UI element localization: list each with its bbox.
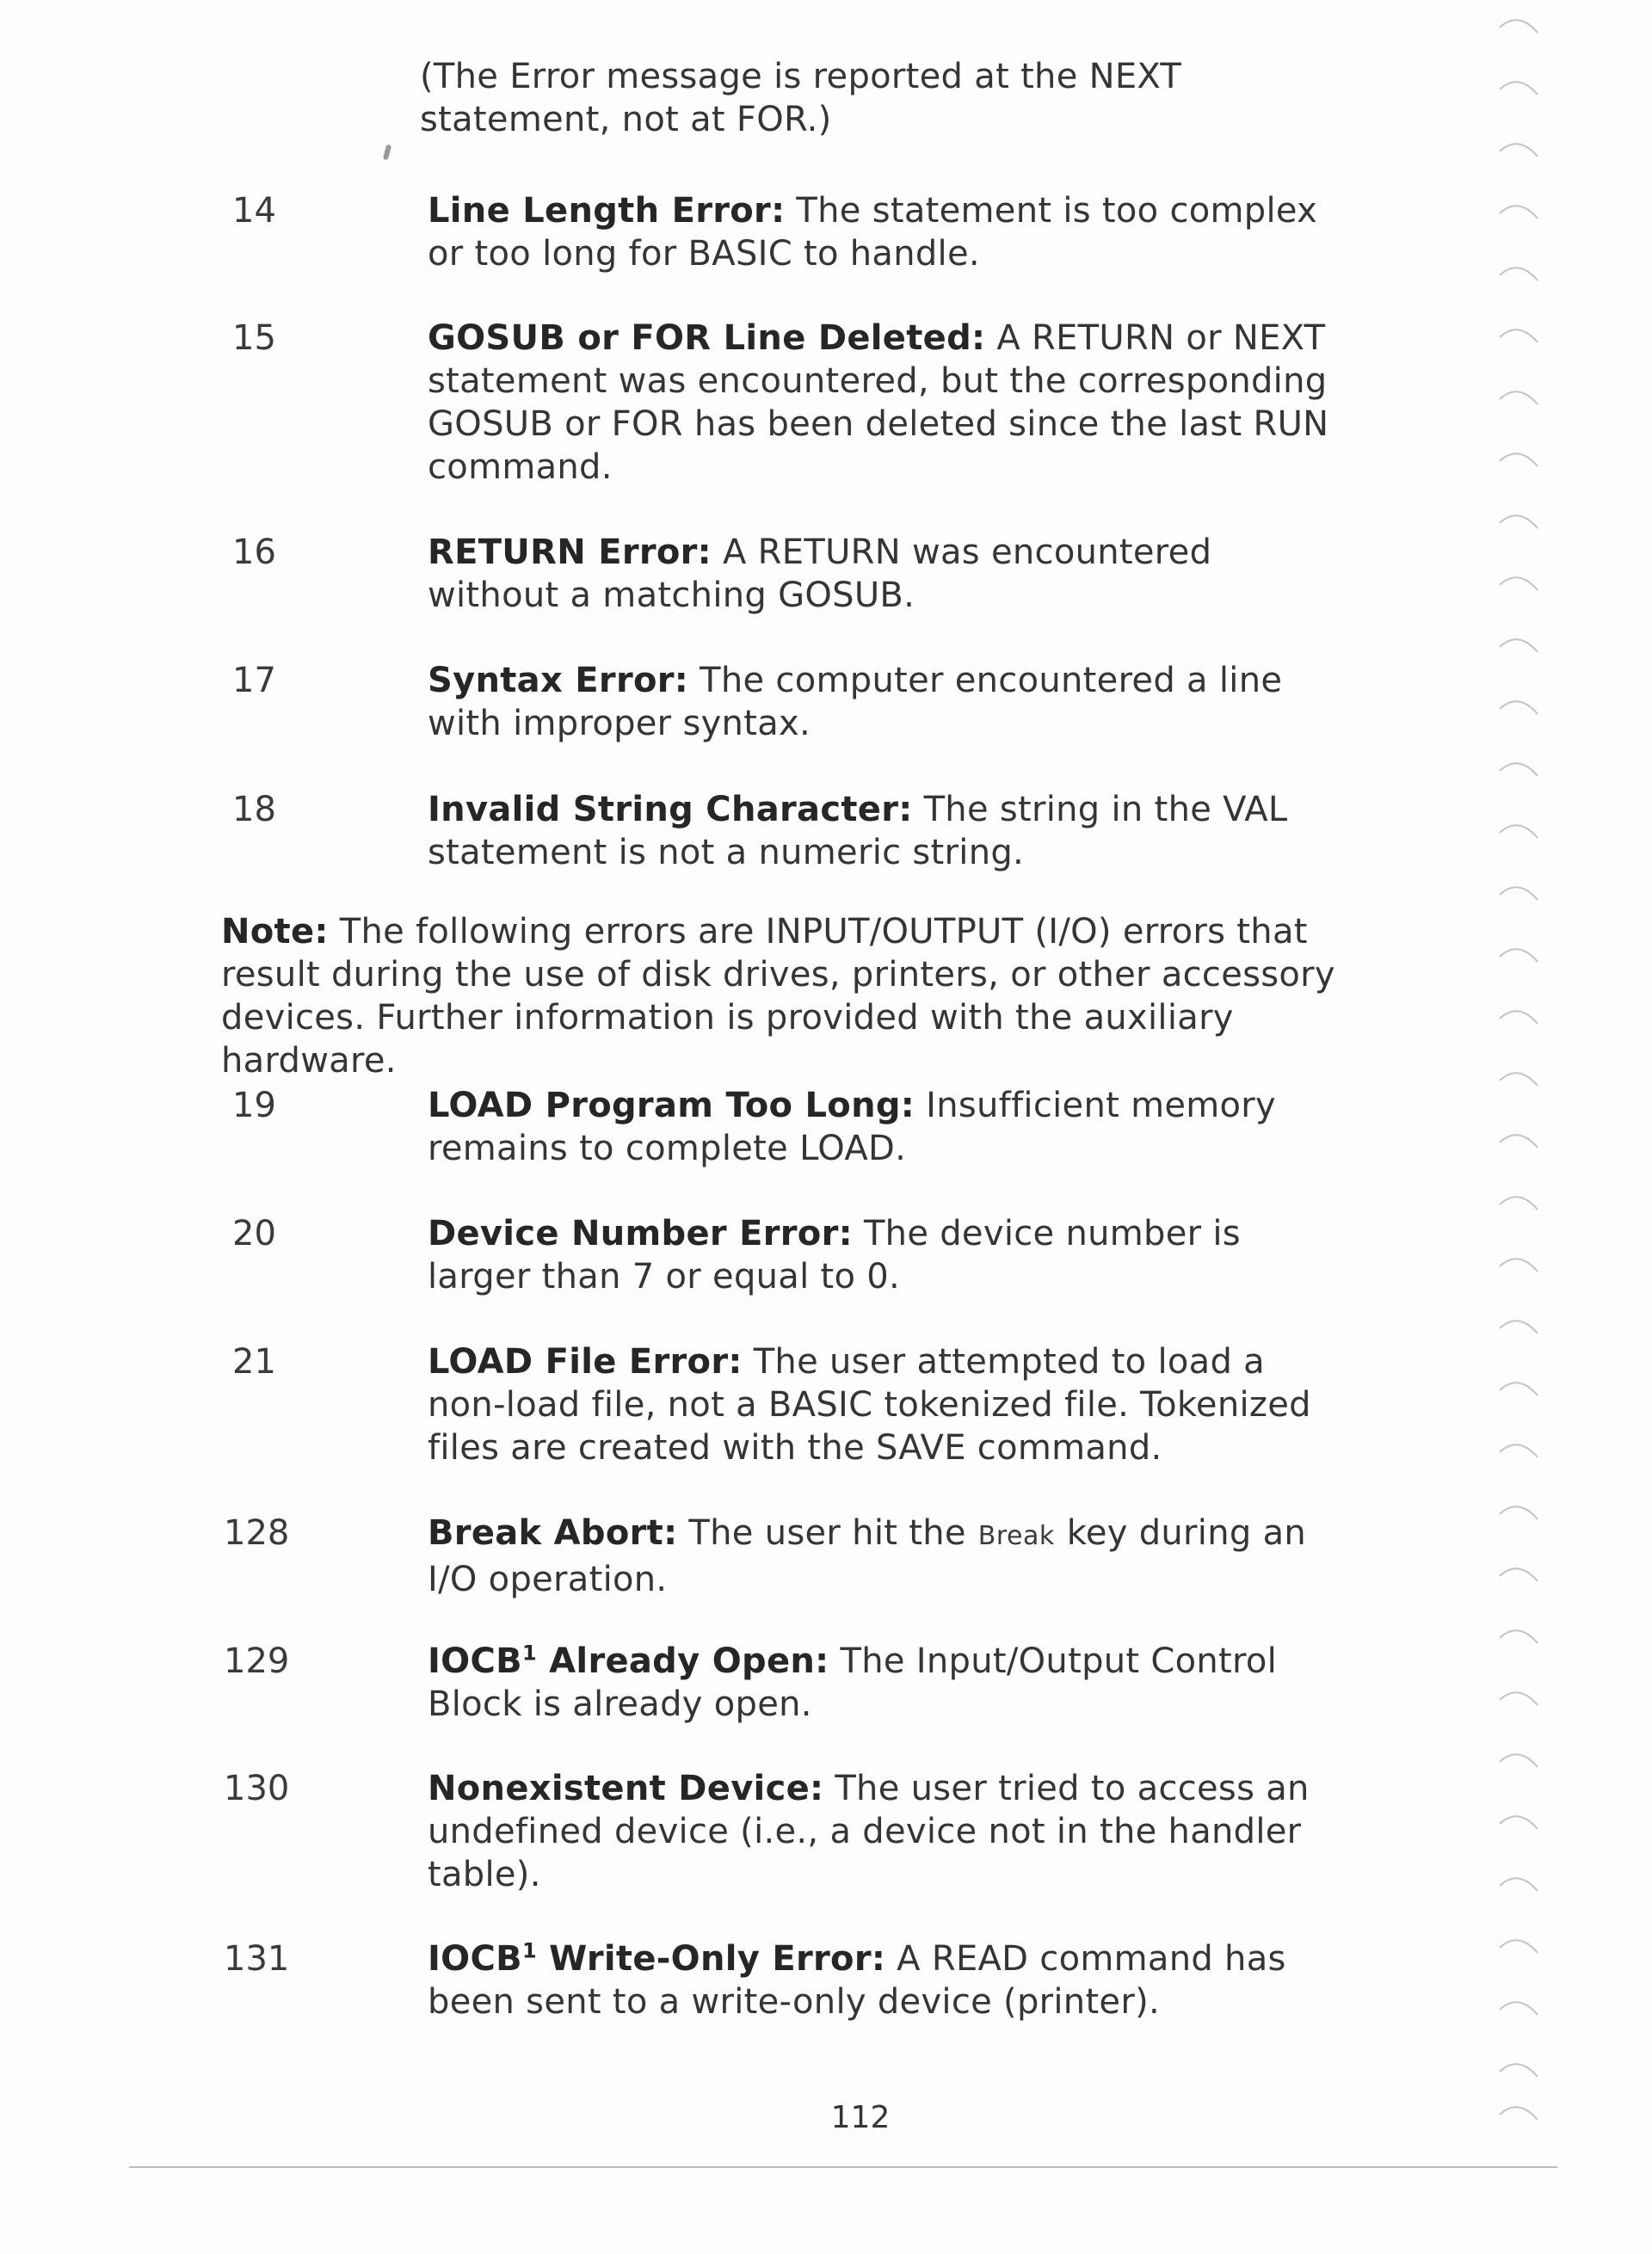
error-title: LOAD Program Too Long: bbox=[428, 1086, 915, 1125]
error-text: The user tried to access an undefined device (i.e., a device not in the handler table). bbox=[428, 1769, 1310, 1894]
error-title: Break Abort: bbox=[428, 1513, 678, 1553]
note-text: The following errors are INPUT/OUTPUT (I/O) errors that result during the use of disk drives, printers, or other accessory devices. Further information is provided with the auxiliary hardware. bbox=[221, 912, 1335, 1081]
error-text: The string in the VAL statement is not a numeric string. bbox=[428, 790, 1288, 872]
error-code: 21 bbox=[232, 1342, 276, 1382]
error-code: 130 bbox=[224, 1769, 290, 1808]
error-description bbox=[428, 1084, 1340, 1170]
footnote-marker: 1 bbox=[521, 1938, 537, 1963]
error-text: The user hit the bbox=[688, 1513, 966, 1553]
error-title: Nonexistent Device: bbox=[428, 1769, 824, 1808]
error-code: 14 bbox=[232, 191, 276, 231]
error-code: 128 bbox=[224, 1513, 290, 1553]
page-number: 112 bbox=[830, 2100, 891, 2135]
error-title: GOSUB or FOR Line Deleted: bbox=[428, 318, 986, 358]
error-title bbox=[428, 1641, 829, 1681]
binder-holes bbox=[1493, 0, 1544, 2151]
error-title-prefix: IOCB bbox=[428, 1939, 522, 1979]
break-key-label: Break bbox=[977, 1521, 1055, 1551]
error-title-prefix: IOCB bbox=[428, 1641, 522, 1681]
error-description bbox=[428, 1512, 1340, 1601]
error-text-after: key during an I/O operation. bbox=[428, 1513, 1307, 1599]
error-text: The statement is too complex or too long for BASIC to handle. bbox=[428, 191, 1318, 274]
error-text: Insufficient memory remains to complete LOAD. bbox=[428, 1086, 1277, 1168]
error-text: A RETURN was encountered without a matching GOSUB. bbox=[428, 533, 1212, 615]
io-errors-note bbox=[221, 910, 1391, 1082]
error-code: 15 bbox=[232, 318, 276, 358]
error-title: RETURN Error: bbox=[428, 533, 712, 572]
error-code: 16 bbox=[232, 533, 276, 572]
error-code: 19 bbox=[232, 1086, 276, 1125]
error-text: The Input/Output Control Block is already open. bbox=[428, 1641, 1278, 1724]
error-code: 18 bbox=[232, 790, 276, 829]
error-text: The computer encountered a line with improper syntax. bbox=[428, 661, 1283, 743]
error-description bbox=[428, 1340, 1340, 1469]
error-description bbox=[428, 317, 1340, 489]
error-title bbox=[428, 1939, 885, 1979]
error-text: The user attempted to load a non-load file, not a BASIC tokenized file. Tokenized files are created with the SAVE command. bbox=[428, 1342, 1311, 1468]
ink-speck bbox=[383, 145, 391, 161]
note-label: Note: bbox=[221, 912, 329, 951]
error-text: The device number is larger than 7 or equal to 0. bbox=[428, 1214, 1241, 1296]
error-description bbox=[428, 1640, 1340, 1726]
error-title: LOAD File Error: bbox=[428, 1342, 743, 1382]
error-title: Invalid String Character: bbox=[428, 790, 913, 829]
error-title: Line Length Error: bbox=[428, 191, 786, 231]
error-description bbox=[428, 659, 1340, 745]
error-title: Device Number Error: bbox=[428, 1214, 853, 1253]
page-bottom-edge bbox=[129, 2166, 1557, 2168]
error-description bbox=[428, 1937, 1340, 2023]
error-title: Syntax Error: bbox=[428, 661, 689, 700]
error-title-suffix: Write-Only Error: bbox=[549, 1939, 886, 1979]
error-code: 129 bbox=[224, 1641, 290, 1681]
error-text: A RETURN or NEXT statement was encountered, but the corresponding GOSUB or FOR has been deleted since the last RUN command. bbox=[428, 318, 1329, 487]
error-description bbox=[428, 788, 1340, 874]
error-code: 20 bbox=[232, 1214, 276, 1253]
footnote-marker: 1 bbox=[521, 1641, 537, 1666]
error-code: 17 bbox=[232, 661, 276, 700]
continuation-text: (The Error message is reported at the NEXT statement, not at FOR.) bbox=[420, 57, 1182, 139]
error-description bbox=[428, 189, 1340, 275]
error-description bbox=[428, 1767, 1340, 1896]
error-code: 131 bbox=[224, 1939, 290, 1979]
error-text: A READ command has been sent to a write-only device (printer). bbox=[428, 1939, 1286, 2022]
error-title-suffix: Already Open: bbox=[549, 1641, 829, 1681]
error-description bbox=[428, 531, 1340, 617]
error-description bbox=[428, 1212, 1340, 1298]
